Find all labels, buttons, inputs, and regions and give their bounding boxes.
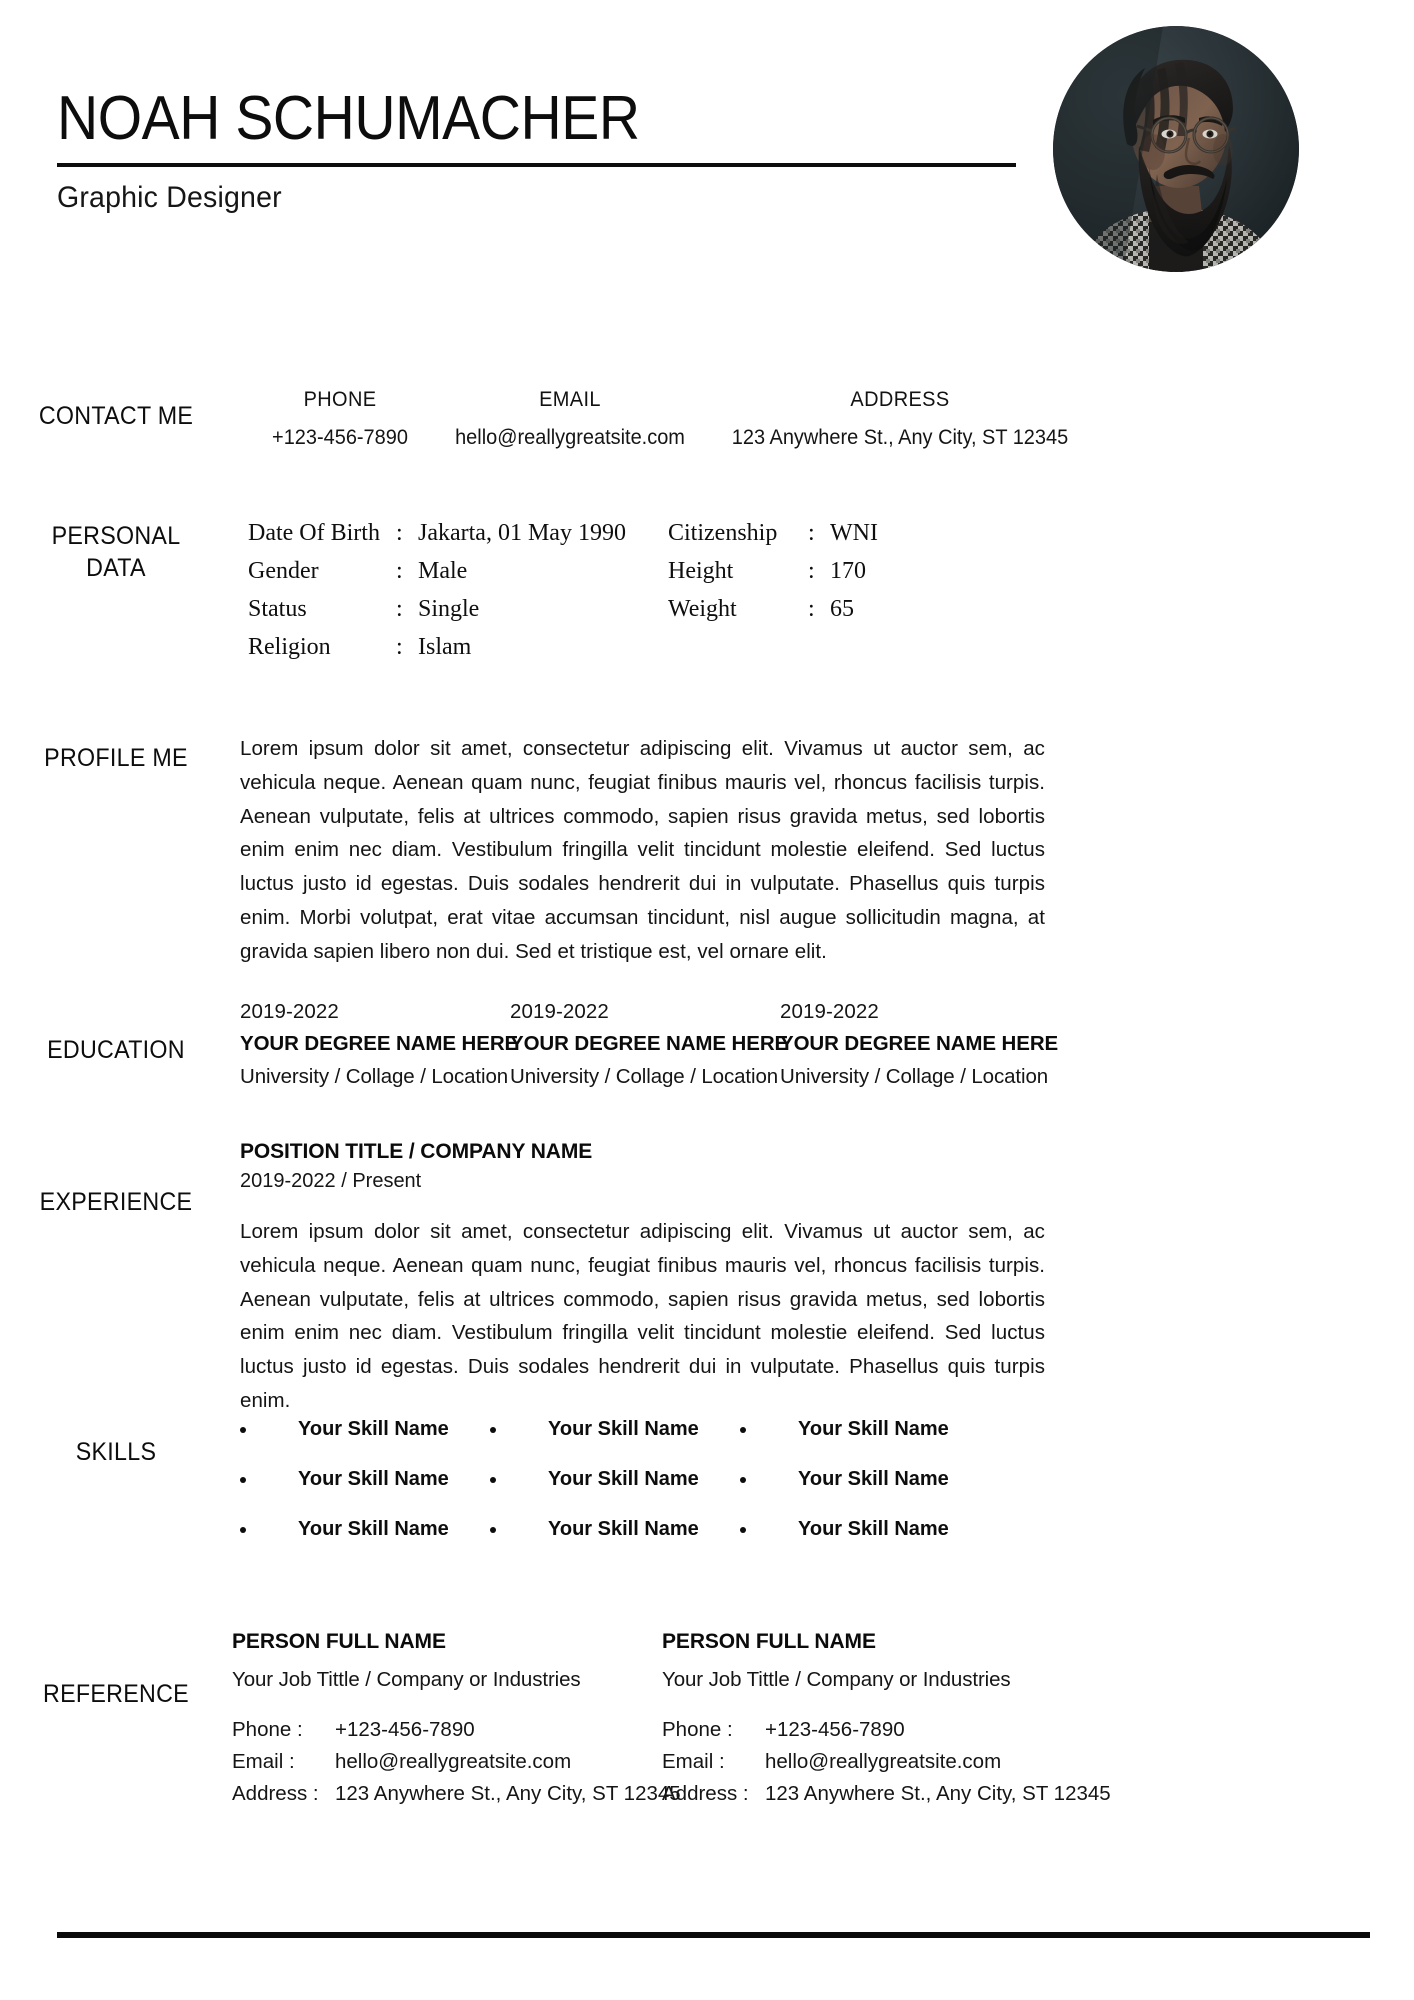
education-year: 2019-2022 — [240, 1000, 339, 1023]
skill-label: Your Skill Name — [298, 1418, 449, 1440]
education-school: University / Collage / Location — [510, 1065, 779, 1088]
contact-email-title: EMAIL — [539, 388, 601, 411]
personal-value-status: Single — [418, 596, 480, 622]
personal-separator: : — [396, 520, 403, 546]
personal-key-religion: Religion — [248, 634, 331, 660]
contact-phone-title: PHONE — [303, 388, 377, 411]
experience-body — [240, 1140, 1045, 1418]
personal-separator: : — [396, 596, 403, 622]
reference-person-name: PERSON FULL NAME — [232, 1630, 446, 1653]
reference-contact-lines — [662, 1714, 1111, 1809]
section-label-personal-line1: PERSONAL — [51, 522, 181, 550]
list-item — [740, 1418, 990, 1441]
education-degree: YOUR DEGREE NAME HERE — [780, 1032, 1059, 1055]
reference-item — [232, 1630, 681, 1809]
experience-position-title: POSITION TITLE / COMPANY NAME — [240, 1140, 593, 1163]
reference-phone-label: Phone : — [662, 1718, 733, 1741]
contact-grid — [240, 388, 1300, 450]
section-label-experience: EXPERIENCE — [39, 1188, 193, 1216]
personal-data-row — [668, 520, 878, 558]
education-year: 2019-2022 — [510, 1000, 609, 1023]
personal-value-weight: 65 — [830, 596, 854, 622]
reference-address-value: 123 Anywhere St., Any City, ST 12345 — [335, 1781, 681, 1805]
reference-phone-value: +123-456-7890 — [765, 1718, 905, 1741]
personal-separator: : — [808, 520, 815, 546]
list-item — [240, 1468, 490, 1491]
reference-email-label: Email : — [662, 1749, 725, 1773]
section-label-personal-line2: DATA — [86, 554, 146, 582]
skills-grid — [240, 1418, 1300, 1541]
reference-phone-line — [662, 1714, 1092, 1746]
personal-key-status: Status — [248, 596, 307, 622]
reference-contact-lines — [232, 1714, 681, 1809]
skill-label: Your Skill Name — [548, 1518, 699, 1540]
section-personal-data — [0, 520, 1414, 680]
list-item — [740, 1468, 990, 1491]
reference-job-title: Your Job Tittle / Company or Industries — [232, 1668, 581, 1691]
personal-key-height: Height — [668, 558, 734, 584]
contact-address-value: 123 Anywhere St., Any City, ST 12345 — [731, 426, 1069, 449]
personal-data-column-right — [668, 520, 878, 634]
education-degree: YOUR DEGREE NAME HERE — [240, 1032, 519, 1055]
personal-separator: : — [808, 596, 815, 622]
bullet-icon — [240, 1527, 246, 1533]
contact-address-title: ADDRESS — [850, 388, 950, 411]
page-title: NOAH SCHUMACHER — [57, 84, 640, 153]
personal-separator: : — [396, 634, 403, 660]
skill-label: Your Skill Name — [798, 1418, 949, 1440]
personal-value-citizenship: WNI — [830, 520, 878, 546]
list-item — [740, 1518, 990, 1541]
personal-separator: : — [396, 558, 403, 584]
footer-divider — [57, 1932, 1370, 1938]
section-contact — [0, 388, 1414, 468]
personal-key-weight: Weight — [668, 596, 737, 622]
experience-date-range: 2019-2022 / Present — [240, 1170, 422, 1192]
list-item — [240, 1518, 490, 1541]
reference-email-value: hello@reallygreatsite.com — [765, 1749, 1002, 1773]
skill-label: Your Skill Name — [548, 1418, 699, 1440]
reference-address-line — [662, 1778, 1111, 1810]
reference-email-line — [662, 1746, 1092, 1778]
skill-label: Your Skill Name — [798, 1468, 949, 1490]
bullet-icon — [740, 1477, 746, 1483]
reference-email-line — [232, 1746, 662, 1778]
bullet-icon — [740, 1427, 746, 1433]
reference-phone-label: Phone : — [232, 1718, 303, 1741]
personal-data-row — [248, 634, 626, 672]
reference-email-value: hello@reallygreatsite.com — [335, 1749, 572, 1773]
education-degree: YOUR DEGREE NAME HERE — [510, 1032, 789, 1055]
reference-address-label: Address : — [662, 1781, 749, 1805]
bullet-icon — [490, 1477, 496, 1483]
personal-data-row — [668, 558, 878, 596]
reference-phone-line — [232, 1714, 662, 1746]
skill-label: Your Skill Name — [298, 1518, 449, 1540]
bullet-icon — [740, 1527, 746, 1533]
list-item — [490, 1468, 740, 1491]
avatar — [1053, 26, 1299, 272]
list-item — [490, 1418, 740, 1441]
reference-email-label: Email : — [232, 1749, 295, 1773]
contact-item-phone — [240, 388, 440, 450]
education-grid — [240, 1000, 1300, 1089]
personal-key-citizenship: Citizenship — [668, 520, 778, 546]
education-item — [240, 1000, 519, 1089]
personal-data-row — [248, 596, 626, 634]
contact-item-address — [700, 388, 1100, 450]
experience-paragraph: Lorem ipsum dolor sit amet, consectetur adipiscing elit. Vivamus ut auctor sem, ac vehicula neque. Aenean quam nunc, feugiat finibus mauris vel, rhoncus facilisis turpis. Aenean vulputate, felis at ultrices commodo, sapien risus gravida metus, sed lobortis enim enim nec diam. Vestibulum fringilla velit tincidunt molestie eleifend. Sed luctus luctus justo id egestas. Duis sodales hendrerit dui in vulputate. Phasellus quis turpis enim. — [240, 1220, 1045, 1413]
profile-paragraph: Lorem ipsum dolor sit amet, consectetur adipiscing elit. Vivamus ut auctor sem, ac vehicula neque. Aenean quam nunc, feugiat finibus mauris vel, rhoncus facilisis turpis. Aenean vulputate, felis at ultrices commodo, sapien risus gravida metus, sed lobortis enim enim nec diam. Vestibulum fringilla velit tincidunt molestie eleifend. Sed luctus luctus justo id egestas. Duis sodales hendrerit dui in vulputate. Phasellus quis turpis enim. Morbi volutpat, erat vitae accumsan tincidunt, nisl augue sollicitudin magna, at gravida sapien libero non dui. Sed et tristique est, vel ornare elit. — [240, 737, 1045, 963]
list-item — [240, 1418, 490, 1441]
personal-value-height: 170 — [830, 558, 866, 584]
name-block — [57, 84, 1017, 215]
reference-address-value: 123 Anywhere St., Any City, ST 12345 — [765, 1781, 1111, 1805]
section-label-personal-data — [8, 520, 224, 584]
personal-key-dob: Date Of Birth — [248, 520, 380, 546]
job-role-subtitle: Graphic Designer — [57, 181, 282, 214]
personal-data-row — [248, 558, 626, 596]
bullet-icon — [490, 1527, 496, 1533]
reference-address-label: Address : — [232, 1781, 319, 1805]
section-label-contact: CONTACT ME — [38, 402, 194, 430]
education-item — [780, 1000, 1059, 1089]
contact-phone-value[interactable]: +123-456-7890 — [272, 426, 408, 449]
contact-email-value[interactable]: hello@reallygreatsite.com — [455, 426, 685, 449]
reference-job-title: Your Job Tittle / Company or Industries — [662, 1668, 1011, 1691]
personal-value-dob: Jakarta, 01 May 1990 — [418, 520, 626, 546]
personal-data-row — [248, 520, 626, 558]
personal-key-gender: Gender — [248, 558, 319, 584]
bullet-icon — [490, 1427, 496, 1433]
section-label-education: EDUCATION — [47, 1036, 185, 1064]
bullet-icon — [240, 1427, 246, 1433]
list-item — [490, 1518, 740, 1541]
skill-label: Your Skill Name — [798, 1518, 949, 1540]
section-label-profile: PROFILE ME — [44, 744, 188, 772]
resume-header — [0, 0, 1414, 300]
reference-item — [662, 1630, 1111, 1809]
personal-data-column-left — [248, 520, 626, 672]
education-item — [510, 1000, 789, 1089]
reference-grid — [232, 1630, 1392, 1809]
contact-item-email — [440, 388, 700, 450]
personal-data-row — [668, 596, 878, 634]
personal-separator: : — [808, 558, 815, 584]
profile-body — [240, 732, 1045, 969]
bullet-icon — [240, 1477, 246, 1483]
reference-address-line — [232, 1778, 681, 1810]
portrait-photo-icon — [1053, 26, 1299, 272]
education-school: University / Collage / Location — [240, 1065, 509, 1088]
header-divider — [57, 163, 1016, 167]
section-label-reference: REFERENCE — [43, 1680, 189, 1708]
skill-label: Your Skill Name — [298, 1468, 449, 1490]
reference-phone-value: +123-456-7890 — [335, 1718, 475, 1741]
education-school: University / Collage / Location — [780, 1065, 1049, 1088]
education-year: 2019-2022 — [780, 1000, 879, 1023]
section-label-skills: SKILLS — [75, 1438, 157, 1466]
reference-person-name: PERSON FULL NAME — [662, 1630, 876, 1653]
skill-label: Your Skill Name — [548, 1468, 699, 1490]
personal-value-gender: Male — [418, 558, 468, 584]
personal-value-religion: Islam — [418, 634, 472, 660]
